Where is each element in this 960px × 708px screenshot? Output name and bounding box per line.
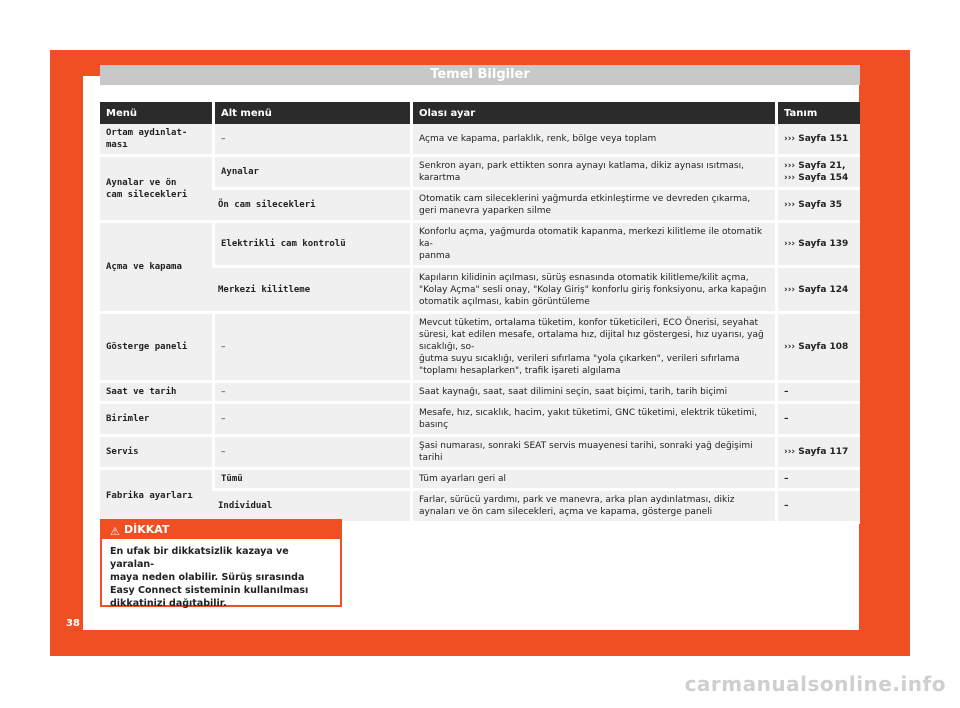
warning-box [100,519,342,607]
submenu-cell: – [212,404,410,437]
table-row [100,404,860,437]
header-menu: Menü [100,102,212,124]
header-submenu: Alt menü [212,102,410,124]
menu-cell: Fabrika ayarları [100,470,212,524]
setting-cell: Tüm ayarları geri al [410,470,775,491]
menu-cell: Gösterge paneli [100,314,212,383]
table-row [100,437,860,470]
reference-link[interactable]: ››› Sayfa 139 [775,223,860,268]
header-definition: Tanım [775,102,860,124]
reference-link[interactable]: ››› Sayfa 117 [775,437,860,470]
menu-cell: Birimler [100,404,212,437]
menu-cell: Açma ve kapama [100,223,212,314]
setting-cell: Otomatik cam sileceklerini yağmurda etkinleştirme ve devreden çıkarma, geri manevra yaparken silme [410,190,775,223]
reference-link[interactable]: ››› Sayfa 108 [775,314,860,383]
menu-cell: Servis [100,437,212,470]
header-setting: Olası ayar [410,102,775,124]
reference-link[interactable]: ››› Sayfa 124 [775,268,860,314]
submenu-cell: – [212,124,410,157]
warning-triangle-icon: ⚠ [110,525,120,538]
table-row [100,268,860,314]
section-title: Temel Bilgiler [100,65,860,85]
setting-cell: Şasi numarası, sonraki SEAT servis muayenesi tarihi, sonraki yağ değişimi tarihi [410,437,775,470]
reference-link[interactable]: ››› Sayfa 35 [775,190,860,223]
warning-header [102,521,340,539]
table-row [100,383,860,404]
setting-cell: Mesafe, hız, sıcaklık, hacim, yakıt tüketimi, GNC tüketimi, elektrik tüketimi, basınç [410,404,775,437]
page-number: 38 [66,618,80,629]
setting-cell: Açma ve kapama, parlaklık, renk, bölge veya toplam [410,124,775,157]
submenu-cell: Ön cam silecekleri [212,190,410,223]
table-header-row [100,102,860,124]
submenu-cell: – [212,383,410,404]
submenu-cell: Aynalar [212,157,410,190]
menu-cell: Ortam aydınlat- ması [100,124,212,157]
submenu-cell: – [212,314,410,383]
setting-cell: Farlar, sürücü yardımı, park ve manevra, arka plan aydınlatması, dikiz aynaları ve ön cam silecekleri, açma ve kapama, gösterge paneli [410,491,775,524]
menu-cell: Saat ve tarih [100,383,212,404]
warning-text: En ufak bir dikkatsizlik kazaya ve yaralan- maya neden olabilir. Sürüş sırasında Easy Connect sisteminin kullanılması dikkatinizi dağıtabilir. [110,546,309,609]
reference-link[interactable]: ››› Sayfa 151 [775,124,860,157]
table-row [100,124,860,157]
submenu-cell: – [212,437,410,470]
setting-cell: Kapıların kilidinin açılması, sürüş esnasında otomatik kilitleme/kilit açma, "Kolay Açma" sesli onay, "Kolay Giriş" konforlu giriş fonksiyonu, arka kapağın otomatik açılması, kabin görüntüleme [410,268,775,314]
reference-link: – [775,470,860,491]
setting-cell: Senkron ayarı, park ettikten sonra aynayı katlama, dikiz aynası ısıtması, karartma [410,157,775,190]
table-row [100,470,860,491]
submenu-cell: Elektrikli cam kontrolü [212,223,410,268]
submenu-cell: Tümü [212,470,410,491]
settings-table [100,102,860,524]
reference-link: – [775,383,860,404]
submenu-cell: Merkezi kilitleme [212,268,410,314]
reference-link: – [775,404,860,437]
table-row [100,157,860,190]
table-row [100,190,860,223]
setting-cell: Saat kaynağı, saat, saat dilimini seçin, saat biçimi, tarih, tarih biçimi [410,383,775,404]
reference-link: – [775,491,860,524]
reference-link[interactable]: ››› Sayfa 21, ››› Sayfa 154 [775,157,860,190]
table-row [100,314,860,383]
setting-cell: Konforlu açma, yağmurda otomatik kapanma, merkezi kilitleme ile otomatik ka- panma [410,223,775,268]
setting-cell: Mevcut tüketim, ortalama tüketim, konfor tüketicileri, ECO Önerisi, seyahat süresi, kat edilen mesafe, ortalama hız, dijital hız göstergesi, hız uyarısı, yağ sıcaklığı, so- ğutma suyu sıcaklığı, verileri sıfırlama "yola çıkarken", verileri sıfırlama "toplamı hesaplarken", trafik işareti algılama [410,314,775,383]
watermark: carmanualsonline.info [684,672,946,696]
table-row [100,223,860,268]
warning-title: DİKKAT [124,523,170,536]
submenu-cell: Individual [212,491,410,524]
menu-cell: Aynalar ve ön cam silecekleri [100,157,212,223]
